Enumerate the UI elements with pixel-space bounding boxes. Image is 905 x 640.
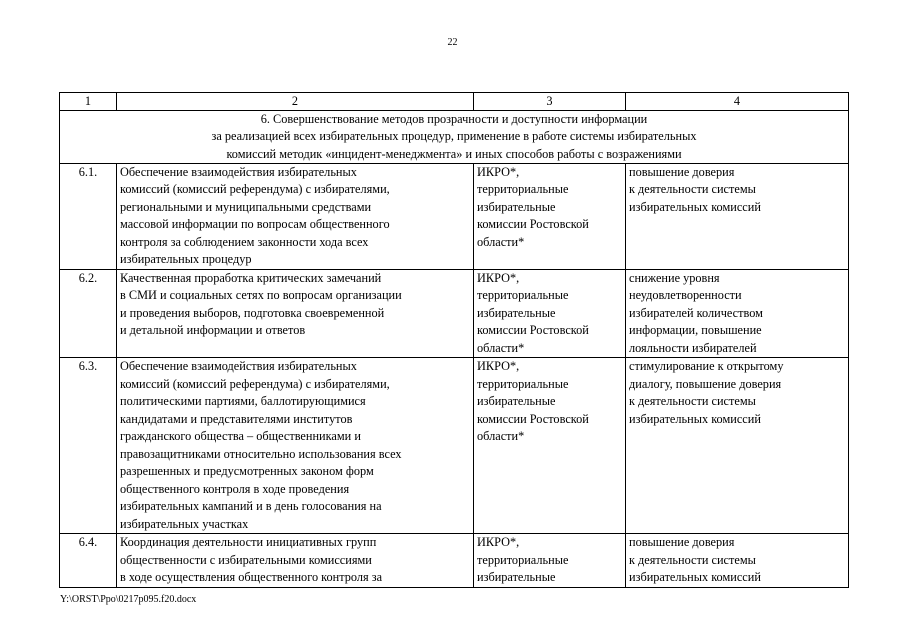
- executor-line: избирательные: [477, 394, 556, 409]
- row-number: 6.2.: [60, 269, 117, 358]
- table-row: [60, 269, 849, 358]
- measure-cell: [117, 534, 474, 588]
- measure-line: политическими партиями, баллотирующимися: [120, 394, 366, 409]
- executor-cell: [474, 534, 626, 588]
- measure-line: разрешенных и предусмотренных законом форм: [120, 464, 374, 479]
- measure-cell: [117, 358, 474, 534]
- executor-line: области*: [477, 234, 525, 249]
- document-file-path: Y:\ORST\Ppo\0217p095.f20.docx: [60, 594, 197, 605]
- result-line: избирательных комиссий: [629, 411, 761, 426]
- measure-line: кандидатами и представителями институтов: [120, 411, 353, 426]
- executor-line: комиссии Ростовской: [477, 411, 589, 426]
- executor-line: территориальные: [477, 288, 569, 303]
- result-line: стимулирование к открытому: [629, 359, 784, 374]
- executor-line: избирательные: [477, 570, 556, 585]
- measure-cell: [117, 269, 474, 358]
- result-cell: [626, 269, 849, 358]
- measure-line: правозащитниками относительно использования всех: [120, 446, 402, 461]
- measure-cell: [117, 163, 474, 269]
- measures-table: [59, 92, 849, 588]
- column-header-executor: 3: [474, 93, 626, 111]
- column-header-number: 1: [60, 93, 117, 111]
- measure-line: комиссий (комиссий референдума) с избирателями,: [120, 182, 390, 197]
- page-number: 22: [447, 37, 458, 48]
- table-row: [60, 534, 849, 588]
- table-row: [60, 163, 849, 269]
- executor-cell: [474, 269, 626, 358]
- result-line: избирательных комиссий: [629, 199, 761, 214]
- measure-line: Качественная проработка критических замечаний: [120, 270, 382, 285]
- executor-line: комиссии Ростовской: [477, 323, 589, 338]
- executor-line: избирательные: [477, 305, 556, 320]
- measure-line: и детальной информации и ответов: [120, 323, 306, 338]
- measure-line: региональными и муниципальными средствами: [120, 199, 372, 214]
- executor-line: территориальные: [477, 552, 569, 567]
- section-heading-line: 6. Совершенствование методов прозрачности и доступности информации: [260, 112, 648, 126]
- result-line: к деятельности системы: [629, 182, 756, 197]
- executor-line: ИКРО*,: [477, 270, 520, 285]
- result-line: неудовлетворенности: [629, 288, 742, 303]
- measure-line: избирательных процедур: [120, 252, 252, 267]
- measure-line: избирательных участках: [120, 516, 249, 531]
- executor-line: ИКРО*,: [477, 164, 520, 179]
- result-line: избирательных комиссий: [629, 570, 761, 585]
- measure-line: контроля за соблюдением законности хода всех: [120, 234, 369, 249]
- measure-line: и проведения выборов, подготовка своевременной: [120, 305, 385, 320]
- result-line: к деятельности системы: [629, 552, 756, 567]
- measure-line: Обеспечение взаимодействия избирательных: [120, 359, 357, 374]
- column-header-measure: 2: [117, 93, 474, 111]
- measure-line: комиссий (комиссий референдума) с избирателями,: [120, 376, 390, 391]
- executor-line: территориальные: [477, 376, 569, 391]
- section-heading: [60, 111, 849, 164]
- section-heading-row: [60, 111, 849, 164]
- measure-line: в СМИ и социальных сетях по вопросам организации: [120, 288, 402, 303]
- executor-cell: [474, 358, 626, 534]
- result-cell: [626, 534, 849, 588]
- result-line: избирателей количеством: [629, 305, 763, 320]
- column-header-result: 4: [626, 93, 849, 111]
- row-number: 6.1.: [60, 163, 117, 269]
- executor-cell: [474, 163, 626, 269]
- executor-line: области*: [477, 429, 525, 444]
- result-line: к деятельности системы: [629, 394, 756, 409]
- result-cell: [626, 163, 849, 269]
- row-number: 6.4.: [60, 534, 117, 588]
- executor-line: ИКРО*,: [477, 359, 520, 374]
- executor-line: ИКРО*,: [477, 535, 520, 550]
- executor-line: области*: [477, 340, 525, 355]
- measure-line: Координация деятельности инициативных групп: [120, 535, 377, 550]
- section-heading-line: за реализацией всех избирательных процедур, применение в работе системы избирательных: [211, 129, 697, 144]
- result-line: снижение уровня: [629, 270, 720, 285]
- measure-line: массовой информации по вопросам общественного: [120, 217, 390, 232]
- executor-line: комиссии Ростовской: [477, 217, 589, 232]
- result-line: диалогу, повышение доверия: [629, 376, 782, 391]
- section-heading-line: комиссий методик «инцидент-менеджмента» и иных способов работы с возражениями: [226, 146, 682, 161]
- measure-line: общественности с избирательными комиссиями: [120, 552, 372, 567]
- result-line: повышение доверия: [629, 164, 735, 179]
- executor-line: избирательные: [477, 199, 556, 214]
- result-line: информации, повышение: [629, 323, 762, 338]
- measure-line: Обеспечение взаимодействия избирательных: [120, 164, 357, 179]
- measure-line: избирательных кампаний и в день голосования на: [120, 499, 382, 514]
- row-number: 6.3.: [60, 358, 117, 534]
- result-cell: [626, 358, 849, 534]
- result-line: лояльности избирателей: [629, 340, 757, 355]
- table-header-row: [60, 93, 849, 111]
- table-row: [60, 358, 849, 534]
- result-line: повышение доверия: [629, 535, 735, 550]
- measure-line: гражданского общества – общественниками и: [120, 429, 361, 444]
- measure-line: в ходе осуществления общественного контроля за: [120, 570, 383, 585]
- executor-line: территориальные: [477, 182, 569, 197]
- measure-line: общественного контроля в ходе проведения: [120, 481, 350, 496]
